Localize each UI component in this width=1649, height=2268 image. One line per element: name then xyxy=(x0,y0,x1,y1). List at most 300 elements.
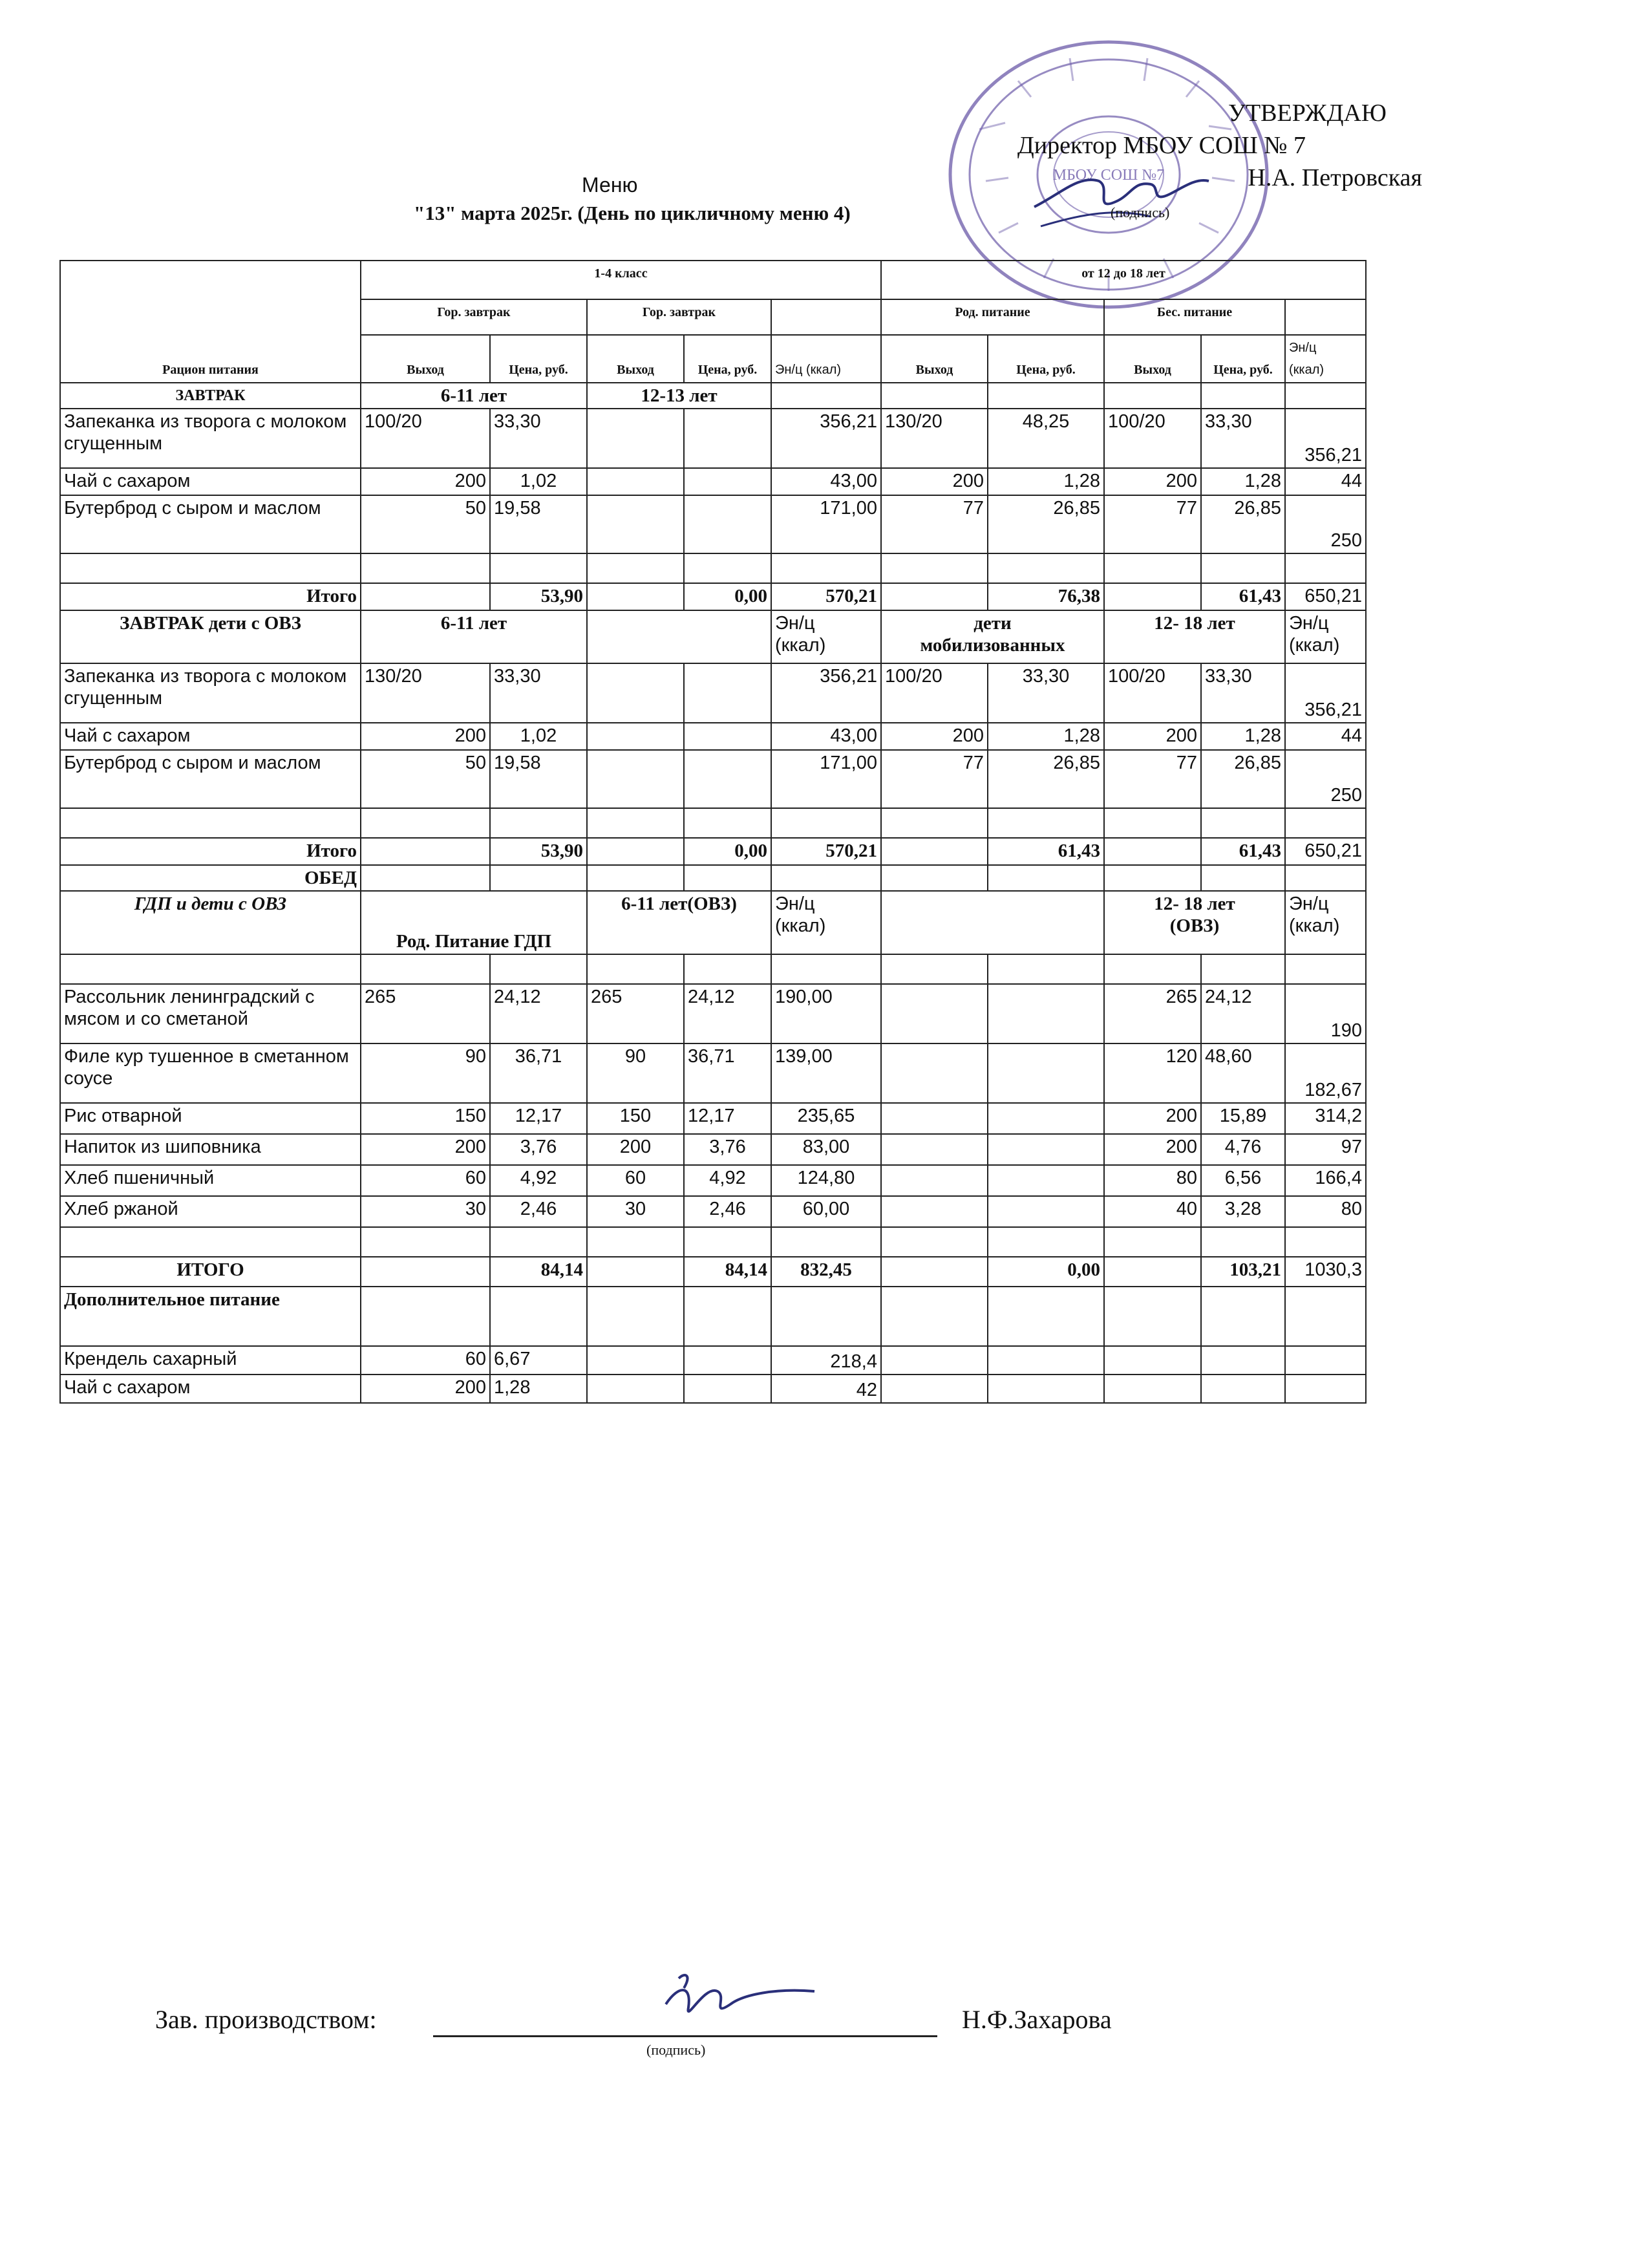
table-cell: 4,92 xyxy=(684,1165,771,1196)
table-cell: 200 xyxy=(881,723,988,750)
table-cell xyxy=(988,1375,1104,1403)
table-cell xyxy=(684,1346,771,1375)
table-cell xyxy=(771,553,881,583)
table-cell xyxy=(361,954,490,984)
table-cell: 77 xyxy=(1104,495,1201,553)
table-cell xyxy=(60,808,361,838)
table-cell xyxy=(684,553,771,583)
table-cell: 171,00 xyxy=(771,750,881,808)
table-cell xyxy=(881,1227,988,1257)
header-cena: Цена, руб. xyxy=(490,335,587,383)
table-cell xyxy=(684,1375,771,1403)
table-row xyxy=(60,468,1366,495)
age-12-18-ovz: 12- 18 лет (ОВЗ) xyxy=(1104,891,1285,954)
table-cell xyxy=(60,1227,361,1257)
table-cell: 200 xyxy=(1104,1103,1201,1134)
table-cell xyxy=(587,750,684,808)
document-title: Меню xyxy=(582,173,638,197)
table-cell xyxy=(988,865,1104,891)
table-cell xyxy=(881,984,988,1043)
table-cell xyxy=(684,495,771,553)
table-cell xyxy=(988,1227,1104,1257)
footer-name: Н.Ф.Захарова xyxy=(962,2005,1112,2034)
table-cell: Итого xyxy=(60,838,361,865)
header-vyhod: Выход xyxy=(881,335,988,383)
table-cell xyxy=(988,1103,1104,1134)
table-cell: Рассольник ленинградский с мясом и со сметаной xyxy=(60,984,361,1043)
table-cell: 235,65 xyxy=(771,1103,881,1134)
table-cell: 265 xyxy=(361,984,490,1043)
table-cell: 48,25 xyxy=(988,409,1104,468)
table-cell: 26,85 xyxy=(1201,750,1285,808)
table-cell xyxy=(1201,954,1285,984)
table-cell xyxy=(587,663,684,723)
table-row xyxy=(60,1165,1366,1196)
table-cell xyxy=(587,723,684,750)
menu-table xyxy=(59,260,1367,1404)
header-vyhod: Выход xyxy=(587,335,684,383)
table-cell: 33,30 xyxy=(1201,409,1285,468)
table-cell: 44 xyxy=(1285,468,1366,495)
table-cell xyxy=(361,865,490,891)
table-cell xyxy=(1285,1375,1366,1403)
table-cell xyxy=(771,1227,881,1257)
section-breakfast: ЗАВТРАК xyxy=(60,383,361,409)
table-cell xyxy=(1201,1227,1285,1257)
table-cell: 36,71 xyxy=(490,1043,587,1103)
header-rations: Рацион питания xyxy=(60,261,361,383)
table-cell xyxy=(361,1287,490,1346)
stamp-center-text: МБОУ СОШ №7 xyxy=(1052,167,1165,184)
age-6-11: 6-11 лет xyxy=(361,383,587,409)
table-cell: 314,2 xyxy=(1285,1103,1366,1134)
table-cell: 139,00 xyxy=(771,1043,881,1103)
table-cell: 53,90 xyxy=(490,838,587,865)
table-cell: 60,00 xyxy=(771,1196,881,1227)
age-6-11-ovz: 6-11 лет(ОВЗ) xyxy=(587,891,771,954)
table-row xyxy=(60,750,1366,808)
table-cell xyxy=(881,553,988,583)
header-en-kcal-last: Эн/ц (ккал) xyxy=(1285,335,1366,383)
table-cell: 12- 18 лет xyxy=(1104,610,1285,663)
ovz-total-row xyxy=(60,838,1366,865)
table-cell: 76,38 xyxy=(988,583,1104,610)
table-cell xyxy=(587,954,684,984)
table-cell xyxy=(988,1287,1104,1346)
table-cell xyxy=(771,808,881,838)
header-group-12-18: от 12 до 18 лет xyxy=(881,261,1366,299)
table-cell: 2,46 xyxy=(490,1196,587,1227)
table-cell: 250 xyxy=(1285,495,1366,553)
table-cell xyxy=(60,553,361,583)
table-cell: Чай с сахаром xyxy=(60,723,361,750)
table-cell: 42 xyxy=(771,1375,881,1403)
table-cell: 77 xyxy=(881,750,988,808)
table-cell: 6,56 xyxy=(1201,1165,1285,1196)
table-cell xyxy=(587,409,684,468)
table-cell: 200 xyxy=(1104,1134,1201,1165)
table-cell xyxy=(587,1227,684,1257)
table-cell: 61,43 xyxy=(1201,838,1285,865)
table-cell: 12,17 xyxy=(684,1103,771,1134)
table-cell: 100/20 xyxy=(1104,409,1201,468)
table-cell: Филе кур тушенное в сметанном соусе xyxy=(60,1043,361,1103)
header-empty xyxy=(771,299,881,335)
table-row xyxy=(60,495,1366,553)
table-cell: Хлеб пшеничный xyxy=(60,1165,361,1196)
table-cell xyxy=(988,954,1104,984)
table-cell: 182,67 xyxy=(1285,1043,1366,1103)
table-cell xyxy=(587,1287,684,1346)
table-cell: 24,12 xyxy=(1201,984,1285,1043)
header-empty xyxy=(1285,299,1366,335)
table-cell: 84,14 xyxy=(490,1257,587,1287)
table-cell xyxy=(684,808,771,838)
table-cell: 1,28 xyxy=(988,468,1104,495)
table-cell: 53,90 xyxy=(490,583,587,610)
table-cell: 356,21 xyxy=(1285,409,1366,468)
table-cell: 650,21 xyxy=(1285,583,1366,610)
table-cell xyxy=(490,808,587,838)
table-cell xyxy=(881,1346,988,1375)
approval-heading: УТВЕРЖДАЮ xyxy=(1228,100,1387,127)
table-cell: 265 xyxy=(587,984,684,1043)
table-cell xyxy=(1104,1257,1201,1287)
table-cell: 1,02 xyxy=(490,468,587,495)
table-cell xyxy=(881,583,988,610)
table-cell: 60 xyxy=(361,1346,490,1375)
approval-signature-caption: (подпись) xyxy=(1111,204,1170,220)
table-cell xyxy=(587,808,684,838)
table-row xyxy=(60,1103,1366,1134)
table-cell: 3,76 xyxy=(684,1134,771,1165)
table-cell: 265 xyxy=(1104,984,1201,1043)
table-cell: 90 xyxy=(587,1043,684,1103)
table-cell: 0,00 xyxy=(988,1257,1104,1287)
table-cell xyxy=(1285,1227,1366,1257)
table-cell xyxy=(1104,1287,1201,1346)
table-cell: 200 xyxy=(361,1375,490,1403)
table-cell: 19,58 xyxy=(490,495,587,553)
table-cell: 0,00 xyxy=(684,838,771,865)
table-cell: 80 xyxy=(1285,1196,1366,1227)
table-cell: 832,45 xyxy=(771,1257,881,1287)
table-cell xyxy=(881,1043,988,1103)
table-cell xyxy=(988,1196,1104,1227)
table-cell: 97 xyxy=(1285,1134,1366,1165)
table-cell xyxy=(881,1134,988,1165)
table-cell: 100/20 xyxy=(1104,663,1201,723)
table-cell xyxy=(881,383,988,409)
table-cell: 48,60 xyxy=(1201,1043,1285,1103)
table-cell: 570,21 xyxy=(771,583,881,610)
footer-signature-caption: (подпись) xyxy=(646,2042,706,2058)
table-cell xyxy=(587,1257,684,1287)
table-cell: 61,43 xyxy=(988,838,1104,865)
table-cell xyxy=(988,1346,1104,1375)
table-cell: 33,30 xyxy=(490,409,587,468)
header-cena: Цена, руб. xyxy=(1201,335,1285,383)
table-cell xyxy=(684,723,771,750)
table-cell: 2,46 xyxy=(684,1196,771,1227)
table-cell xyxy=(1285,1346,1366,1375)
table-cell xyxy=(684,750,771,808)
table-cell: 36,71 xyxy=(684,1043,771,1103)
section-breakfast-ovz: ЗАВТРАК дети с ОВЗ xyxy=(60,610,361,663)
table-cell xyxy=(684,865,771,891)
table-cell xyxy=(1201,553,1285,583)
header-group-1-4: 1-4 класс xyxy=(361,261,881,299)
table-cell: Чай с сахаром xyxy=(60,1375,361,1403)
table-cell xyxy=(684,1287,771,1346)
table-cell: 24,12 xyxy=(684,984,771,1043)
table-cell: 50 xyxy=(361,750,490,808)
table-cell xyxy=(771,383,881,409)
document-subtitle: "13" марта 2025г. (День по цикличному меню 4) xyxy=(414,202,851,224)
table-cell: 200 xyxy=(1104,723,1201,750)
table-cell: 40 xyxy=(1104,1196,1201,1227)
table-cell: 1,28 xyxy=(988,723,1104,750)
table-row xyxy=(60,1346,1366,1375)
rod-pitanie-gdp: Род. Питание ГДП xyxy=(361,891,587,954)
table-cell: 33,30 xyxy=(988,663,1104,723)
table-cell: 130/20 xyxy=(881,409,988,468)
table-cell: 3,76 xyxy=(490,1134,587,1165)
table-cell xyxy=(1104,954,1201,984)
table-cell: 3,28 xyxy=(1201,1196,1285,1227)
table-cell: 171,00 xyxy=(771,495,881,553)
table-cell: 124,80 xyxy=(771,1165,881,1196)
table-cell: Эн/ц (ккал) xyxy=(1285,891,1366,954)
table-cell xyxy=(988,383,1104,409)
table-cell: 356,21 xyxy=(771,409,881,468)
table-cell xyxy=(771,865,881,891)
table-cell: 26,85 xyxy=(1201,495,1285,553)
table-cell: Запеканка из творога с молоком сгущенным xyxy=(60,409,361,468)
header-gor-zavtrak-2: Гор. завтрак xyxy=(587,299,771,335)
table-cell: 4,76 xyxy=(1201,1134,1285,1165)
header-en-kcal: Эн/ц (ккал) xyxy=(771,335,881,383)
table-cell: 1,28 xyxy=(1201,723,1285,750)
table-cell: 30 xyxy=(587,1196,684,1227)
table-cell: 83,00 xyxy=(771,1134,881,1165)
table-cell xyxy=(1201,1375,1285,1403)
table-cell xyxy=(490,865,587,891)
table-cell xyxy=(988,984,1104,1043)
table-cell xyxy=(1104,553,1201,583)
table-cell xyxy=(881,954,988,984)
table-cell xyxy=(988,808,1104,838)
table-cell: Крендель сахарный xyxy=(60,1346,361,1375)
table-cell xyxy=(1285,553,1366,583)
table-row xyxy=(60,663,1366,723)
table-cell: 77 xyxy=(1104,750,1201,808)
table-cell xyxy=(1104,1375,1201,1403)
table-row xyxy=(60,409,1366,468)
table-cell: 200 xyxy=(361,1134,490,1165)
table-cell: 1,02 xyxy=(490,723,587,750)
table-cell: 100/20 xyxy=(881,663,988,723)
table-cell: 570,21 xyxy=(771,838,881,865)
header-vyhod: Выход xyxy=(1104,335,1201,383)
table-cell: 33,30 xyxy=(490,663,587,723)
table-cell: 6,67 xyxy=(490,1346,587,1375)
approval-name: Н.А. Петровская xyxy=(1248,164,1422,191)
table-cell xyxy=(587,610,771,663)
table-cell xyxy=(1201,808,1285,838)
table-cell xyxy=(490,1227,587,1257)
table-cell xyxy=(1285,1287,1366,1346)
table-cell: 100/20 xyxy=(361,409,490,468)
table-cell: Рис отварной xyxy=(60,1103,361,1134)
table-cell: 80 xyxy=(1104,1165,1201,1196)
table-cell xyxy=(361,1257,490,1287)
table-cell xyxy=(881,1375,988,1403)
table-cell: Эн/ц (ккал) xyxy=(771,891,881,954)
table-cell xyxy=(881,1196,988,1227)
table-cell: 26,85 xyxy=(988,750,1104,808)
table-cell: Итого xyxy=(60,583,361,610)
table-row xyxy=(60,723,1366,750)
table-cell: 356,21 xyxy=(771,663,881,723)
section-gdp: ГДП и дети с ОВЗ xyxy=(60,891,361,954)
table-cell: 120 xyxy=(1104,1043,1201,1103)
table-cell: 60 xyxy=(587,1165,684,1196)
header-gor-zavtrak-1: Гор. завтрак xyxy=(361,299,587,335)
table-cell xyxy=(1104,1227,1201,1257)
table-row xyxy=(60,1196,1366,1227)
footer-label: Зав. производством: xyxy=(155,2005,377,2034)
table-cell: 33,30 xyxy=(1201,663,1285,723)
table-cell: 30 xyxy=(361,1196,490,1227)
table-cell xyxy=(60,954,361,984)
table-cell xyxy=(1104,383,1201,409)
table-cell xyxy=(587,1346,684,1375)
director-signature xyxy=(1021,155,1215,239)
age-12-13: 12-13 лет xyxy=(587,383,771,409)
table-cell: 90 xyxy=(361,1043,490,1103)
table-cell: Бутерброд с сыром и маслом xyxy=(60,495,361,553)
table-cell xyxy=(988,1134,1104,1165)
table-cell xyxy=(881,1257,988,1287)
table-cell xyxy=(1285,865,1366,891)
table-cell: 4,92 xyxy=(490,1165,587,1196)
table-cell xyxy=(988,1165,1104,1196)
mobilized-children-label: дети мобилизованных xyxy=(881,610,1104,663)
table-cell: 60 xyxy=(361,1165,490,1196)
table-cell xyxy=(881,865,988,891)
table-cell xyxy=(587,495,684,553)
table-cell xyxy=(361,553,490,583)
table-cell: 43,00 xyxy=(771,468,881,495)
table-cell xyxy=(684,954,771,984)
table-cell: 26,85 xyxy=(988,495,1104,553)
approval-position: Директор МБОУ СОШ № 7 xyxy=(1017,132,1306,159)
header-cena: Цена, руб. xyxy=(684,335,771,383)
table-cell: 12,17 xyxy=(490,1103,587,1134)
table-row xyxy=(60,1043,1366,1103)
table-cell xyxy=(361,808,490,838)
table-cell xyxy=(361,1227,490,1257)
table-cell xyxy=(988,1043,1104,1103)
table-cell xyxy=(490,1287,587,1346)
table-cell xyxy=(1201,865,1285,891)
table-cell: 1,28 xyxy=(1201,468,1285,495)
table-cell xyxy=(587,838,684,865)
table-cell xyxy=(1201,383,1285,409)
table-cell: 200 xyxy=(361,723,490,750)
table-cell xyxy=(771,1287,881,1346)
breakfast-total-row xyxy=(60,583,1366,610)
table-cell xyxy=(490,553,587,583)
table-cell xyxy=(881,838,988,865)
footer-signature xyxy=(646,1959,827,2043)
table-cell: 218,4 xyxy=(771,1346,881,1375)
table-cell xyxy=(684,663,771,723)
table-cell xyxy=(587,865,684,891)
lunch-total-row xyxy=(60,1257,1366,1287)
table-cell: 61,43 xyxy=(1201,583,1285,610)
table-cell xyxy=(684,409,771,468)
table-cell: 200 xyxy=(587,1134,684,1165)
table-cell: Хлеб ржаной xyxy=(60,1196,361,1227)
table-cell: 77 xyxy=(881,495,988,553)
header-rod-pitanie: Род. питание xyxy=(881,299,1104,335)
table-cell xyxy=(1285,954,1366,984)
table-cell: 130/20 xyxy=(361,663,490,723)
table-cell: 6-11 лет xyxy=(361,610,587,663)
table-cell: 43,00 xyxy=(771,723,881,750)
table-cell: 200 xyxy=(1104,468,1201,495)
table-cell xyxy=(361,838,490,865)
table-cell xyxy=(881,808,988,838)
table-cell xyxy=(684,1227,771,1257)
table-cell xyxy=(684,468,771,495)
table-cell: Запеканка из творога с молоком сгущенным xyxy=(60,663,361,723)
table-cell: 356,21 xyxy=(1285,663,1366,723)
table-cell: 24,12 xyxy=(490,984,587,1043)
table-cell: 650,21 xyxy=(1285,838,1366,865)
table-cell xyxy=(361,583,490,610)
table-cell xyxy=(1201,1346,1285,1375)
table-cell: 1030,3 xyxy=(1285,1257,1366,1287)
table-cell xyxy=(1201,1287,1285,1346)
section-lunch: ОБЕД xyxy=(60,865,361,891)
table-cell xyxy=(1104,865,1201,891)
table-cell xyxy=(1285,808,1366,838)
table-cell: 190,00 xyxy=(771,984,881,1043)
table-cell: 1,28 xyxy=(490,1375,587,1403)
table-cell xyxy=(587,468,684,495)
table-cell: Эн/ц (ккал) xyxy=(1285,610,1366,663)
table-cell xyxy=(1104,838,1201,865)
header-bes-pitanie: Бес. питание xyxy=(1104,299,1285,335)
table-cell xyxy=(1104,808,1201,838)
header-cena: Цена, руб. xyxy=(988,335,1104,383)
table-cell xyxy=(1285,383,1366,409)
table-cell: 200 xyxy=(361,468,490,495)
table-cell xyxy=(881,891,1104,954)
table-cell: 15,89 xyxy=(1201,1103,1285,1134)
table-cell: 190 xyxy=(1285,984,1366,1043)
table-cell xyxy=(587,1375,684,1403)
table-cell: Напиток из шиповника xyxy=(60,1134,361,1165)
table-cell: Чай с сахаром xyxy=(60,468,361,495)
table-cell: 250 xyxy=(1285,750,1366,808)
table-row xyxy=(60,984,1366,1043)
table-cell xyxy=(988,553,1104,583)
table-cell: 0,00 xyxy=(684,583,771,610)
